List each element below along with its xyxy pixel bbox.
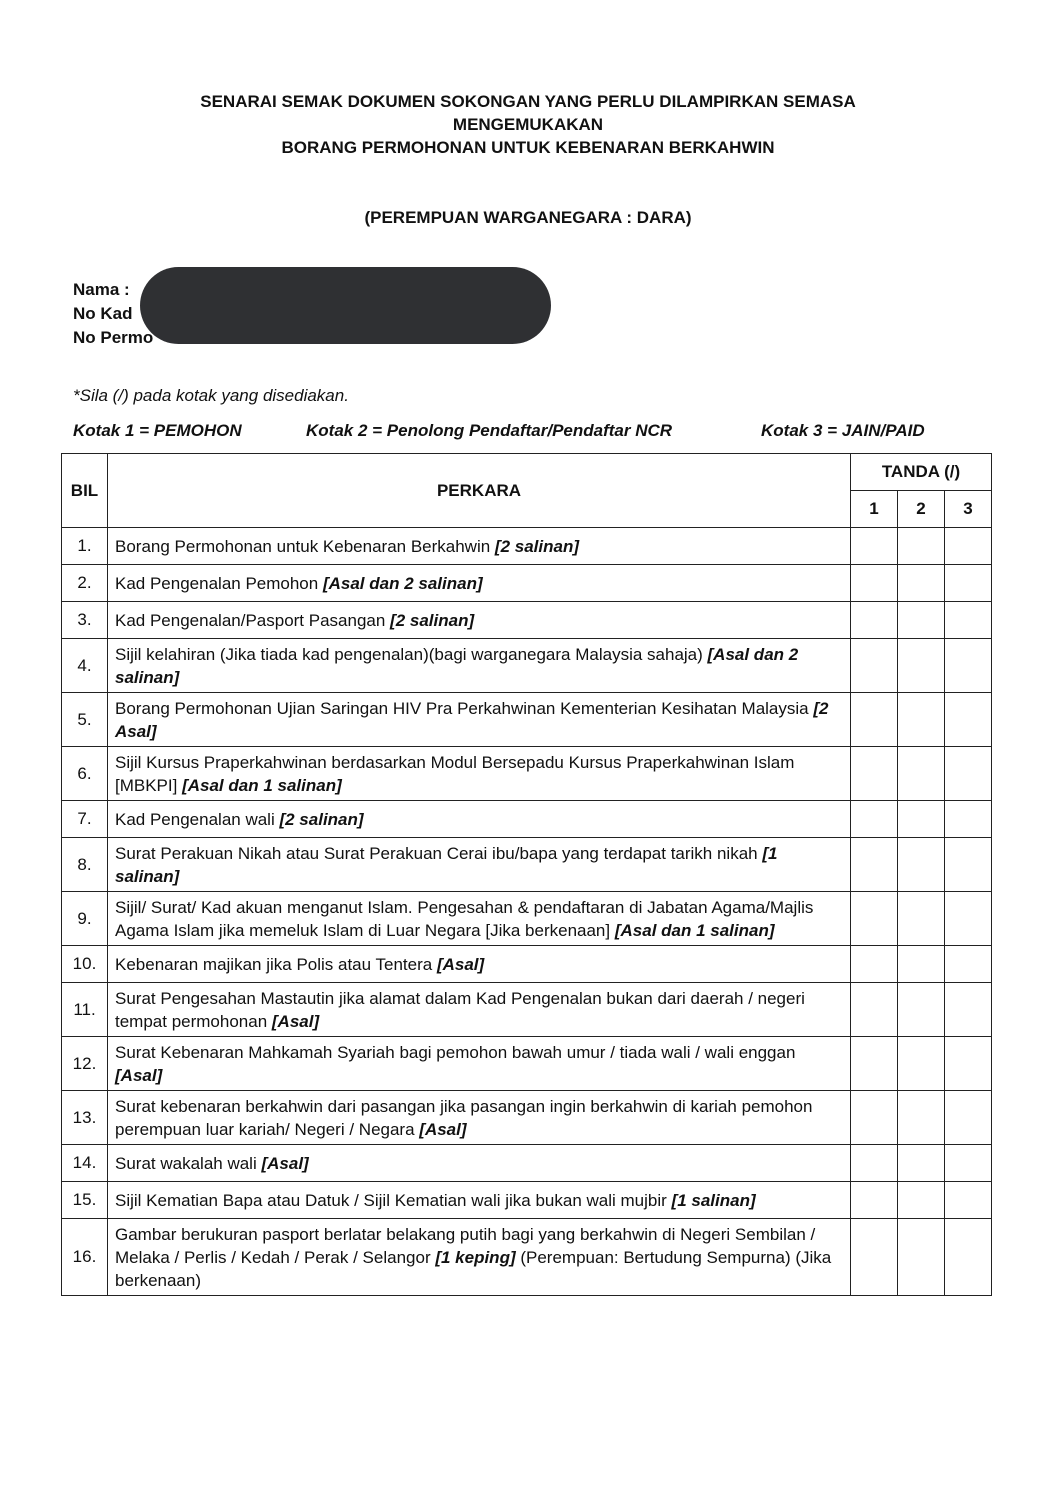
- item-text: Borang Permohonan untuk Kebenaran Berkahwin: [115, 537, 495, 556]
- checkbox-kotak-3[interactable]: [945, 1091, 992, 1145]
- item-copies-note: [Asal]: [271, 1012, 320, 1031]
- row-number: 1.: [62, 528, 108, 565]
- checkbox-kotak-3[interactable]: [945, 983, 992, 1037]
- checkbox-kotak-2[interactable]: [898, 747, 945, 801]
- checkbox-kotak-2[interactable]: [898, 528, 945, 565]
- row-number: 12.: [62, 1037, 108, 1091]
- row-number: 3.: [62, 602, 108, 639]
- item-text: Surat kebenaran berkahwin dari pasangan jika pasangan ingin berkahwin di kariah pemohon perempuan luar kariah/ Negeri / Negara: [115, 1097, 818, 1139]
- kotak-1-legend: Kotak 1 = PEMOHON: [73, 421, 242, 440]
- field-no-permohonan-label: No Permo: [73, 328, 154, 347]
- item-copies-note: [1 salinan]: [115, 844, 778, 886]
- checkbox-kotak-1[interactable]: [851, 1037, 898, 1091]
- row-number: 10.: [62, 946, 108, 983]
- checkbox-kotak-3[interactable]: [945, 1219, 992, 1296]
- item-text: Surat Kebenaran Mahkamah Syariah bagi pemohon bawah umur / tiada wali / wali enggan: [115, 1043, 801, 1062]
- checkbox-kotak-2[interactable]: [898, 693, 945, 747]
- checkbox-kotak-2[interactable]: [898, 838, 945, 892]
- row-number: 13.: [62, 1091, 108, 1145]
- row-number: 4.: [62, 639, 108, 693]
- item-text: Sijil kelahiran (Jika tiada kad pengenalan)(bagi warganegara Malaysia sahaja): [115, 645, 708, 664]
- checkbox-kotak-3[interactable]: [945, 838, 992, 892]
- checkbox-kotak-2[interactable]: [898, 946, 945, 983]
- checkbox-kotak-3[interactable]: [945, 639, 992, 693]
- item-text: Sijil Kursus Praperkahwinan berdasarkan Modul Bersepadu Kursus Praperkahwinan Islam [MBKPI]: [115, 753, 800, 795]
- box-label-2: 2: [898, 491, 945, 528]
- row-item-description: [108, 693, 851, 747]
- checkbox-kotak-2[interactable]: [898, 1037, 945, 1091]
- checkbox-kotak-2[interactable]: [898, 1219, 945, 1296]
- checkbox-kotak-3[interactable]: [945, 1145, 992, 1182]
- item-copies-note: [Asal dan 2 salinan]: [322, 574, 483, 593]
- document-title-line-1: SENARAI SEMAK DOKUMEN SOKONGAN YANG PERLU DILAMPIRKAN SEMASA: [200, 92, 856, 111]
- checkbox-kotak-2[interactable]: [898, 602, 945, 639]
- kotak-2-legend: Kotak 2 = Penolong Pendaftar/Pendaftar NCR: [306, 421, 673, 440]
- checkbox-kotak-2[interactable]: [898, 801, 945, 838]
- row-item-description: [108, 639, 851, 693]
- row-item-description: [108, 801, 851, 838]
- table-row: [62, 838, 992, 892]
- row-item-description: [108, 1182, 851, 1219]
- checkbox-kotak-1[interactable]: [851, 1219, 898, 1296]
- item-text: Sijil/ Surat/ Kad akuan menganut Islam. Pengesahan & pendaftaran di Jabatan Agama/Majlis Agama Islam jika memeluk Islam di Luar Negara [Jika berkenaan]: [115, 898, 818, 940]
- row-number: 7.: [62, 801, 108, 838]
- table-row: [62, 983, 992, 1037]
- row-item-description: [108, 892, 851, 946]
- instruction-note: *Sila (/) pada kotak yang disediakan.: [73, 386, 349, 405]
- field-no-kad-label: No Kad: [73, 304, 133, 323]
- table-row: [62, 892, 992, 946]
- row-item-description: [108, 602, 851, 639]
- item-copies-note: [2 salinan]: [494, 537, 580, 556]
- checkbox-kotak-1[interactable]: [851, 801, 898, 838]
- row-number: 14.: [62, 1145, 108, 1182]
- item-copies-note: [Asal]: [436, 955, 485, 974]
- row-item-description: [108, 983, 851, 1037]
- table-row: [62, 1145, 992, 1182]
- checkbox-kotak-1[interactable]: [851, 983, 898, 1037]
- checkbox-kotak-3[interactable]: [945, 528, 992, 565]
- checkbox-kotak-2[interactable]: [898, 565, 945, 602]
- checkbox-kotak-1[interactable]: [851, 892, 898, 946]
- table-row: [62, 528, 992, 565]
- item-text: Surat wakalah wali: [115, 1154, 262, 1173]
- checkbox-kotak-1[interactable]: [851, 747, 898, 801]
- table-row: [62, 602, 992, 639]
- checkbox-kotak-2[interactable]: [898, 983, 945, 1037]
- item-text: Kad Pengenalan/Pasport Pasangan: [115, 611, 391, 630]
- row-item-description: [108, 838, 851, 892]
- item-copies-note: [2 Asal]: [115, 699, 829, 741]
- checkbox-kotak-1[interactable]: [851, 946, 898, 983]
- table-row: [62, 565, 992, 602]
- row-item-description: [108, 1037, 851, 1091]
- box-label-3: 3: [945, 491, 992, 528]
- checkbox-kotak-3[interactable]: [945, 892, 992, 946]
- column-header-perkara: PERKARA: [108, 454, 851, 528]
- item-copies-note: [Asal]: [261, 1154, 309, 1173]
- checkbox-kotak-3[interactable]: [945, 801, 992, 838]
- checkbox-kotak-1[interactable]: [851, 602, 898, 639]
- checkbox-kotak-2[interactable]: [898, 1091, 945, 1145]
- item-copies-note: [Asal dan 1 salinan]: [614, 921, 775, 940]
- row-number: 16.: [62, 1219, 108, 1296]
- checkbox-kotak-1[interactable]: [851, 639, 898, 693]
- table-row: [62, 1182, 992, 1219]
- item-copies-note: [2 salinan]: [279, 810, 364, 829]
- checkbox-kotak-1[interactable]: [851, 1182, 898, 1219]
- checkbox-kotak-2[interactable]: [898, 639, 945, 693]
- redaction-mask: [140, 267, 551, 344]
- checkbox-kotak-3[interactable]: [945, 693, 992, 747]
- checkbox-kotak-3[interactable]: [945, 946, 992, 983]
- item-text: Surat Perakuan Nikah atau Surat Perakuan Cerai ibu/bapa yang terdapat tarikh nikah: [115, 844, 763, 863]
- table-row: [62, 693, 992, 747]
- row-item-description: [108, 528, 851, 565]
- item-copies-note: [Asal]: [115, 1066, 163, 1085]
- item-text: Gambar berukuran pasport berlatar belakang putih bagi yang berkahwin di Negeri Sembilan / Melaka / Perlis / Kedah / Perak / Selangor: [115, 1225, 820, 1267]
- checkbox-kotak-2[interactable]: [898, 1182, 945, 1219]
- row-number: 15.: [62, 1182, 108, 1219]
- checkbox-kotak-3[interactable]: [945, 1037, 992, 1091]
- row-number: 9.: [62, 892, 108, 946]
- column-header-bil: BIL: [62, 454, 108, 528]
- item-text: Sijil Kematian Bapa atau Datuk / Sijil Kematian wali jika bukan wali mujbir: [115, 1191, 672, 1210]
- field-nama-label: Nama :: [73, 280, 130, 299]
- row-number: 2.: [62, 565, 108, 602]
- item-text: Kebenaran majikan jika Polis atau Tentera: [115, 955, 437, 974]
- row-item-description: [108, 1091, 851, 1145]
- table-row: [62, 747, 992, 801]
- item-copies-note: [1 keping]: [435, 1248, 516, 1267]
- item-text: Borang Permohonan Ujian Saringan HIV Pra Perkahwinan Kementerian Kesihatan Malaysia: [115, 699, 814, 718]
- table-row: [62, 639, 992, 693]
- row-item-description: [108, 1145, 851, 1182]
- checkbox-kotak-1[interactable]: [851, 528, 898, 565]
- document-subtitle: (PEREMPUAN WARGANEGARA : DARA): [364, 208, 692, 227]
- checkbox-kotak-1[interactable]: [851, 1145, 898, 1182]
- box-label-1: 1: [851, 491, 898, 528]
- row-item-description: [108, 565, 851, 602]
- row-number: 6.: [62, 747, 108, 801]
- table-row: [62, 1091, 992, 1145]
- item-text-tail: (Perempuan: Bertudung Sempurna) (Jika berkenaan): [115, 1248, 836, 1290]
- table-row: [62, 801, 992, 838]
- row-number: 5.: [62, 693, 108, 747]
- row-item-description: [108, 747, 851, 801]
- checkbox-kotak-1[interactable]: [851, 565, 898, 602]
- kotak-3-legend: Kotak 3 = JAIN/PAID: [761, 421, 925, 440]
- checkbox-kotak-3[interactable]: [945, 747, 992, 801]
- item-text: Surat Pengesahan Mastautin jika alamat dalam Kad Pengenalan bukan dari daerah / negeri tempat permohonan: [115, 989, 810, 1031]
- checkbox-kotak-3[interactable]: [945, 602, 992, 639]
- document-title-line-3: BORANG PERMOHONAN UNTUK KEBENARAN BERKAHWIN: [281, 138, 775, 157]
- checklist-table: [61, 453, 992, 1296]
- row-item-description: [108, 946, 851, 983]
- checkbox-kotak-1[interactable]: [851, 693, 898, 747]
- checkbox-kotak-2[interactable]: [898, 892, 945, 946]
- checkbox-kotak-3[interactable]: [945, 565, 992, 602]
- item-copies-note: [Asal dan 1 salinan]: [182, 776, 342, 795]
- item-copies-note: [Asal dan 2 salinan]: [115, 645, 799, 687]
- table-row: [62, 946, 992, 983]
- table-row: [62, 1037, 992, 1091]
- table-row: [62, 1219, 992, 1296]
- document-title-line-2: MENGEMUKAKAN: [452, 115, 604, 134]
- checkbox-kotak-1[interactable]: [851, 1091, 898, 1145]
- checkbox-kotak-1[interactable]: [851, 838, 898, 892]
- row-item-description: [108, 1219, 851, 1296]
- item-text: Kad Pengenalan wali: [115, 810, 280, 829]
- column-header-tanda: TANDA (/): [851, 454, 992, 491]
- item-copies-note: [2 salinan]: [390, 611, 475, 630]
- checkbox-kotak-2[interactable]: [898, 1145, 945, 1182]
- row-number: 11.: [62, 983, 108, 1037]
- item-copies-note: [1 salinan]: [671, 1191, 756, 1210]
- item-text: Kad Pengenalan Pemohon: [115, 574, 323, 593]
- checkbox-kotak-3[interactable]: [945, 1182, 992, 1219]
- item-copies-note: [Asal]: [419, 1120, 467, 1139]
- row-number: 8.: [62, 838, 108, 892]
